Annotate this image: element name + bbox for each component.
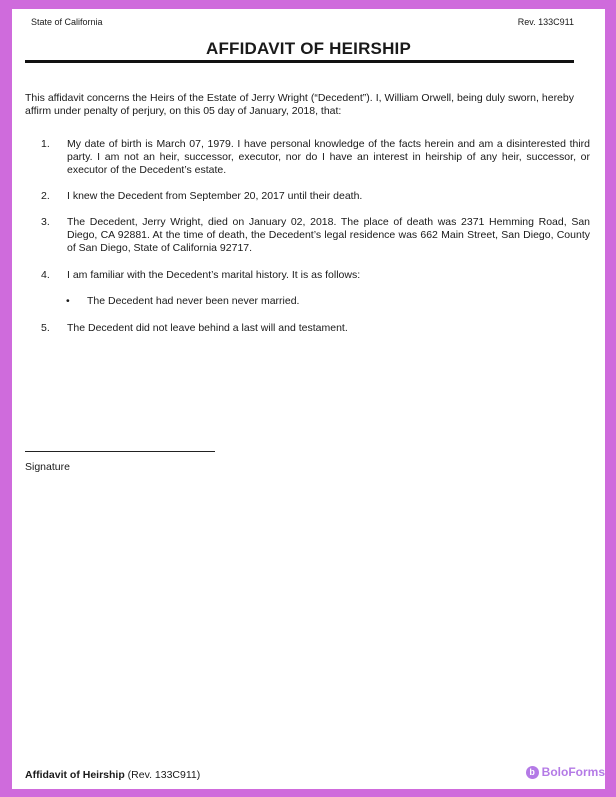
item-text: My date of birth is March 07, 1979. I have personal knowledge of the facts herein and am a disinterested third party. I am not an heir, successor, executor, nor do I have an interest in heirship of any heir, successor, or executor of the Decedent’s estate. [67, 138, 590, 176]
item-text: The Decedent, Jerry Wright, died on January 02, 2018. The place of death was 2371 Hemming Road, San Diego, CA 92881. At the time of death, the Decedent’s legal residence was 662 Main Street, San Diego, County of San Diego, State of California 92717. [67, 216, 590, 254]
footer-revision: (Rev. 133C911) [124, 769, 201, 781]
item-text: I knew the Decedent from September 20, 2017 until their death. [67, 190, 363, 202]
signature-label: Signature [25, 461, 70, 473]
document-title: AFFIDAVIT OF HEIRSHIP [205, 39, 412, 58]
intro-paragraph: This affidavit concerns the Heirs of the Estate of Jerry Wright (“Decedent”). I, William Orwell, being duly sworn, hereby affirm under penalty of perjury, on this 05 day of January, 2018, that: [25, 92, 574, 117]
item-number: 5. [41, 322, 50, 334]
footer-title: Affidavit of Heirship [25, 769, 125, 781]
state-label: State of California [31, 17, 103, 27]
title-divider [25, 60, 574, 63]
brand-name: BoloForms [541, 765, 605, 779]
signature-line[interactable] [25, 451, 215, 452]
revision-label: Rev. 133C911 [517, 17, 574, 27]
item-number: 2. [41, 190, 50, 202]
item-number: 3. [41, 216, 50, 228]
item-text: The Decedent did not leave behind a last will and testament. [67, 322, 348, 334]
item-number: 1. [41, 138, 50, 150]
item-text: I am familiar with the Decedent’s marital history. It is as follows: [67, 269, 361, 281]
bullet-mark: • [66, 295, 70, 307]
brand-logo[interactable] [526, 765, 605, 779]
item-number: 4. [41, 269, 50, 281]
footer [25, 769, 200, 781]
bolo-logo-icon: b [526, 766, 539, 779]
document-page [12, 9, 605, 789]
bullet-text: The Decedent had never been never married. [87, 295, 300, 307]
